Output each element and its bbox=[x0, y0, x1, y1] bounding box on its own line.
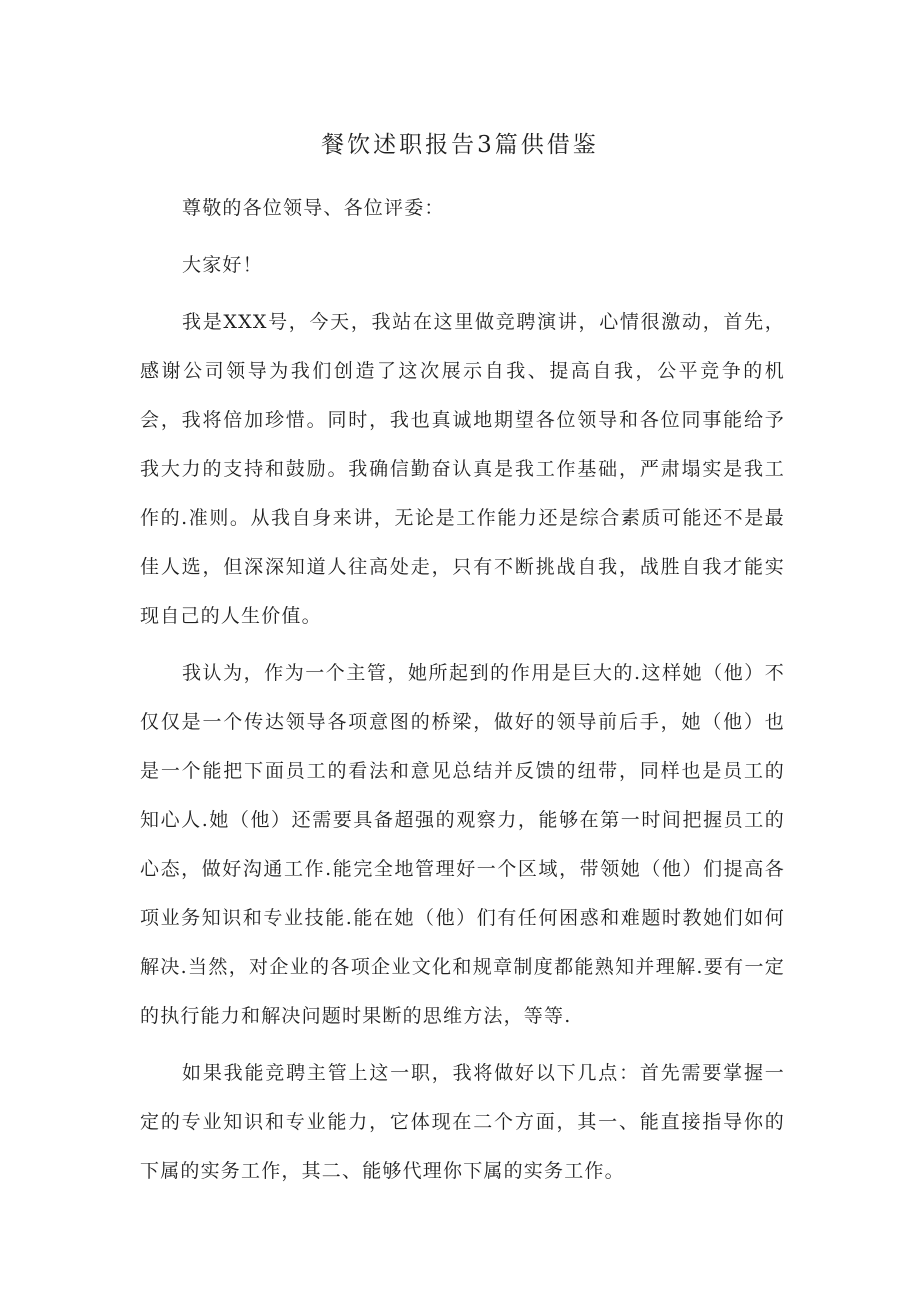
paragraph-role: 我认为，作为一个主管，她所起到的作用是巨大的.这样她（他）不仅仅是一个传达领导各项意图的桥梁，做好的领导前后手，她（他）也是一个能把下面员工的看法和意见总结并反馈的纽带，同样也是员工的知心人.她（他）还需要具备超强的观察力，能够在第一时间把握员工的心态，做好沟通工作.能完全地管理好一个区域，带领她（他）们提高各项业务知识和专业技能.能在她（他）们有任何困惑和难题时教她们如何解决.当然，对企业的各项企业文化和规章制度都能熟知并理解.要有一定的执行能力和解决问题时果断的思维方法，等等. bbox=[140, 662, 785, 1027]
document-body bbox=[140, 184, 785, 1204]
greeting: 大家好！ bbox=[182, 254, 263, 276]
paragraph-plan: 如果我能竞聘主管上这一职，我将做好以下几点：首先需要掌握一定的专业知识和专业能力，它体现在二个方面，其一、能直接指导你的下属的实务工作，其二、能够代理你下属的实务工作。 bbox=[140, 1062, 785, 1182]
document-title: 餐饮述职报告3篇供借鉴 bbox=[321, 132, 599, 158]
salutation: 尊敬的各位领导、各位评委： bbox=[182, 197, 445, 219]
paragraph-intro: 我是XXX号，今天，我站在这里做竞聘演讲，心情很激动，首先，感谢公司领导为我们创造了这次展示自我、提高自我，公平竞争的机会，我将倍加珍惜。同时，我也真诚地期望各位领导和各位同事能给予我大力的支持和鼓励。我确信勤奋认真是我工作基础，严肃塌实是我工作的.准则。从我自身来讲，无论是工作能力还是综合素质可能还不是最佳人选，但深深知道人往高处走，只有不断挑战自我，战胜自我才能实现自己的人生价值。 bbox=[140, 311, 785, 627]
